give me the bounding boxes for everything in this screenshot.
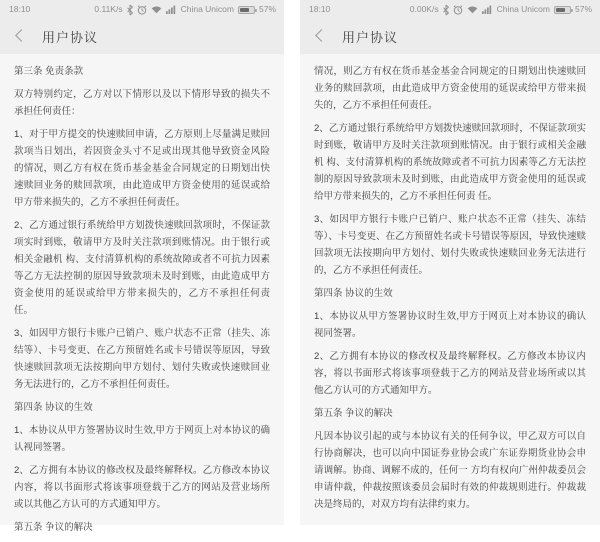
clock-label: 18:10 bbox=[309, 4, 331, 15]
agreement-paragraph: 双方特别约定，乙方对以下情形以及以下情形导致的损失不承担任何责任： bbox=[14, 89, 270, 117]
clock-label: 18:10 bbox=[9, 4, 31, 15]
phone-screenshot-right bbox=[300, 0, 600, 525]
agreement-paragraph: 情况，则乙方有权在货币基金基金合同规定的日期划出快速赎回业务的赎回款项，由此造成甲方资金使用的延误或给甲方带来损失的，乙方不承担任何责任。 bbox=[314, 66, 586, 111]
agreement-paragraph: 2、乙方拥有本协议的修改权及最终解释权。乙方修改本协议内容，将以书面形式将该事项登载于乙方的网站及营业场所或以其他乙方认可的方式通知甲方。 bbox=[14, 465, 270, 510]
network-speed-label: 0.11K/s bbox=[94, 4, 123, 15]
agreement-content[interactable] bbox=[0, 54, 284, 542]
phone-screenshot-left bbox=[0, 0, 284, 533]
nav-bar bbox=[300, 18, 600, 54]
back-button[interactable] bbox=[12, 28, 28, 44]
agreement-paragraph: 第五条 争议的解决 bbox=[314, 408, 393, 419]
agreement-paragraph: 第四条 协议的生效 bbox=[14, 402, 93, 413]
agreement-paragraph: 1、对于甲方提交的快速赎回申请，乙方原则上尽量满足赎回款项当日划出，若因资金头寸不足或出现其他导致资金风险的情况，则乙方有权在货币基金基金合同规定的日期划出快速赎回业务的赎回款项，由此造成甲方资金使用的延误或给甲方带来损失的，乙方不承担任何责任。 bbox=[14, 129, 270, 208]
page-title: 用户协议 bbox=[342, 29, 399, 45]
bluetooth-icon bbox=[127, 5, 133, 15]
alarm-icon bbox=[137, 5, 147, 15]
agreement-paragraph: 第四条 协议的生效 bbox=[314, 288, 393, 299]
back-chevron-icon bbox=[15, 29, 28, 42]
back-button[interactable] bbox=[312, 28, 328, 44]
agreement-paragraph: 第五条 争议的解决 bbox=[14, 522, 93, 533]
agreement-paragraph: 2、乙方通过银行系统给甲方划拨快速赎回款项时，不保证款项实时到账，敬请甲方及时关注款项到账情况。由于银行或相关金融机 构、支付清算机构的系统故障或者不可抗力因素等乙方无法控制的原因导致款项未及时到账，由此造成甲方资金使用的延误或给甲方带来损失的，乙方不承担任何责 任。 bbox=[14, 220, 270, 316]
agreement-paragraph: 第三条 免责条款 bbox=[14, 66, 84, 77]
alarm-icon bbox=[453, 5, 463, 15]
agreement-paragraph: 1、本协议从甲方签署协议时生效,甲方于网页上对本协议的确认视同签署。 bbox=[14, 425, 270, 453]
agreement-content[interactable] bbox=[300, 54, 600, 525]
carrier-label: China Unicom bbox=[180, 4, 234, 15]
agreement-paragraph: 3、如因甲方银行卡账户已销户、账户状态不正常（挂失、冻结等）、卡号变更、在乙方预留姓名或卡号错误等原因，导致快速赎回款项无法按期向甲方划付、划付失败或快速赎回业务无法进行的，乙方不承担任何责任。 bbox=[14, 328, 270, 390]
back-chevron-icon bbox=[315, 29, 328, 42]
agreement-paragraph: 2、乙方通过银行系统给甲方划拨快速赎回款项时，不保证款项实时到账，敬请甲方及时关注款项到账情况。由于银行或相关金融机 构、支付清算机构的系统故障或者不可抗力因素等乙方无法控制的原因导致款项未及时到账，由此造成甲方资金使用的延误或给甲方带来损失的，乙方不承担任何责 任。 bbox=[314, 123, 586, 202]
bluetooth-icon bbox=[443, 5, 449, 15]
battery-percent-label: 57% bbox=[258, 4, 276, 15]
network-speed-label: 0.00K/s bbox=[409, 4, 439, 15]
wifi-icon bbox=[151, 5, 162, 14]
status-bar bbox=[300, 0, 600, 18]
agreement-paragraph: 2、乙方拥有本协议的修改权及最终解释权。乙方修改本协议内容，将以书面形式将该事项登载于乙方的网站及营业场所或以其他乙方认可的方式通知甲方。 bbox=[314, 351, 586, 396]
signal-icon bbox=[166, 5, 177, 14]
signal-icon bbox=[482, 5, 493, 14]
wifi-icon bbox=[467, 5, 478, 14]
battery-percent-label: 57% bbox=[574, 4, 592, 15]
agreement-paragraph: 3、如因甲方银行卡账户已销户、账户状态不正常（挂失、冻结等）、卡号变更、在乙方预留姓名或卡号错误等原因，导致快速赎回款项无法按期向甲方划付、划付失败或快速赎回业务无法进行的，乙方不承担任何责任。 bbox=[314, 214, 586, 276]
nav-bar bbox=[0, 18, 284, 54]
battery-icon bbox=[554, 6, 571, 14]
carrier-label: China Unicom bbox=[496, 4, 550, 15]
agreement-paragraph: 凡因本协议引起的或与本协议有关的任何争议，甲乙双方可以自行协商解决，也可以向中国证券业协会或广东证券期货业协会申请调解。协商、调解不成的，任何一 方均有权向广州仲裁委员会申请仲裁，仲裁按照该委员会届时有效的仲裁规则进行。仲裁裁决是终局的，对双方均有法律约束力。 bbox=[314, 431, 586, 510]
agreement-paragraph: 1、本协议从甲方签署协议时生效,甲方于网页上对本协议的确认视同签署。 bbox=[314, 311, 586, 339]
page-title: 用户协议 bbox=[42, 29, 99, 45]
status-bar bbox=[0, 0, 284, 18]
battery-icon bbox=[238, 6, 255, 14]
